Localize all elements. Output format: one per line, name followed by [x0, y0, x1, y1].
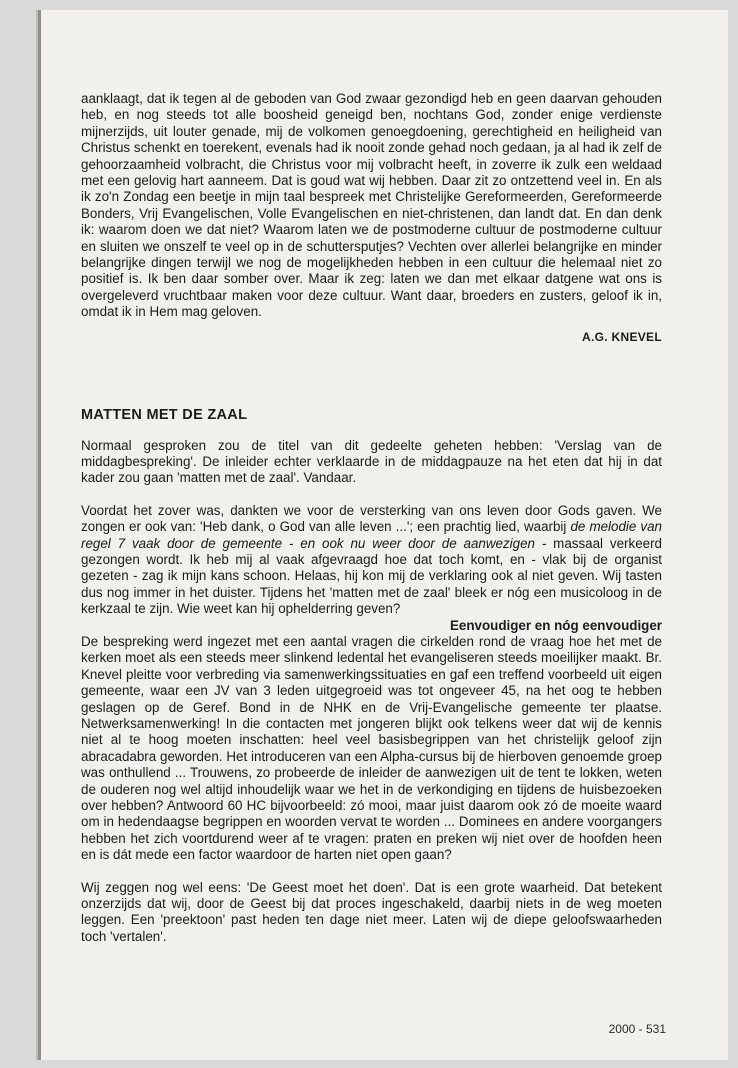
article2-paragraph-4: Wij zeggen nog wel eens: 'De Geest moet het doen'. Dat is een grote waarheid. Dat betekent onzerzijds dat wij, door de Geest bij dat proces ingeschakeld, daarbij niets in de weg moeten leggen. Een 'preektoon' past heden ten dage niet meer. Laten wij de diepe geloofswaarheden toch 'vertalen'. [81, 879, 662, 944]
paragraph-2-italic: de melodie van regel 7 vaak door de gemeente - en ook nu weer door de aanwezigen - [81, 519, 663, 551]
article2-paragraph-1: Normaal gesproken zou de titel van dit gedeelte geheten hebben: 'Verslag van de middagbespreking'. De inleider echter verklaarde in de middagpauze na het eten dat hij in dat kader zou gaan 'matten met de zaal'. Vandaar. [81, 437, 662, 486]
document-page [38, 10, 728, 1060]
page-number: 2000 - 531 [608, 1022, 666, 1036]
text-column [81, 91, 662, 945]
author-signature: A.G. KNEVEL [582, 329, 662, 344]
article2-paragraph-3: De bespreking werd ingezet met een aantal vragen die cirkelden rond de vraag hoe het met de kerken moet als een steeds meer slinkend ledental het evangeliseren steeds moeilijker maakt. Br. Knevel pleitte voor verbreding via samenwerkingssituaties en gaf een treffend voorbeeld uit eigen gemeente, waar een JV van 3 leden uitgegroeid was tot ongeveer 45, na het oog te hebben geslagen op de Geref. Bond in de NHK en de Vrij-Evangelische gemeente ter plaatse. Netwerksamenwerking! In die contacten met jongeren blijkt ook telkens weer dat wij de kennis niet al te hoog moeten inschatten: heel veel basisbegrippen van het christelijk geloof zijn abracadabra geworden. Het introduceren van een Alpha-cursus bij de hierboven genoemde groep was onthullend ... Trouwens, zo probeerde de inleider de aanwezigen uit de tent te lokken, weten de ouderen nog wel altijd inhoudelijk waar we het in de verkondiging en tijdens de huisbezoeken over hebben? Antwoord 60 HC bijvoorbeeld: zó mooi, maar juist daarom ook zó de moeite waard om in hedendaagse begrippen en woorden vervat te worden ... Dominees en andere voorgangers hebben het zich voortdurend weer af te vragen: praten en preken wij niet over de hoofden heen en is dát mede een factor waardoor de harten niet open gaan? [81, 633, 662, 863]
article1-body: aanklaagt, dat ik tegen al de geboden van God zwaar gezondigd heb en geen daarvan gehouden heb, en nog steeds tot alle boosheid geneigd ben, nochtans God, zonder enige verdienste mijnerzijds, uit louter genade, mij de volkomen genoegdoening, gerechtigheid en heiligheid van Christus schenkt en toerekent, evenals had ik nooit zonde gehad noch gedaan, ja al had ik zelf de gehoorzaamheid volbracht, die Christus voor mij volbracht heeft, in zoverre ik zulk een weldaad met een gelovig hart aanneem. Dat is goud wat wij hebben. Daar zit zo ontzettend veel in. En als ik zo'n Zondag een beetje in mijn taal bespreek met Christelijke Gereformeerden, Gereformeerde Bonders, Vrij Evangelischen, Volle Evangelischen en niet-christenen, dan landt dat. En dan denk ik: waarom doen we dat niet? Waarom laten we de postmoderne cultuur de postmoderne cultuur en sluiten we onszelf te veel op in de schuttersputjes? Vechten over allerlei belangrijke en minder belangrijke dingen terwijl we nog de mogelijkheden hebben in een cultuur die helemaal niet zo positief is. Ik ben daar somber over. Maar ik zeg: laten we dan met elkaar datgene wat ons is overgeleverd vruchtbaar maken voor deze cultuur. Want daar, broeders en zusters, geloof ik in, omdat ik in Hem mag geloven. [81, 91, 662, 320]
paragraph-2-end: massaal verkeerd gezongen wordt. Ik heb mij al vaak afgevraagd hoe dat toch komt, en - vlak bij de organist gezeten - zag ik mijn kans schoon. Helaas, hij kon mij de verklaring ook al niet geven. Wij tasten dus nog immer in het duister. Tijdens het 'matten met de zaal' bleek er nóg een musicoloog in de kerkzaal te zijn. Wie weet kan hij ophelderring geven? [81, 535, 662, 617]
paragraph-2-start: Voordat het zover was, dankten we voor de versterking van ons leven door Gods gaven. We zongen er ook van: 'Heb dank, o God van alle leven ...'; een prachtig lied, waarbij [81, 502, 662, 535]
subsection-heading: Eenvoudiger en nóg eenvoudiger [449, 617, 662, 633]
section-heading: MATTEN MET DE ZAAL [81, 407, 248, 424]
article2-paragraph-2 [81, 503, 662, 618]
